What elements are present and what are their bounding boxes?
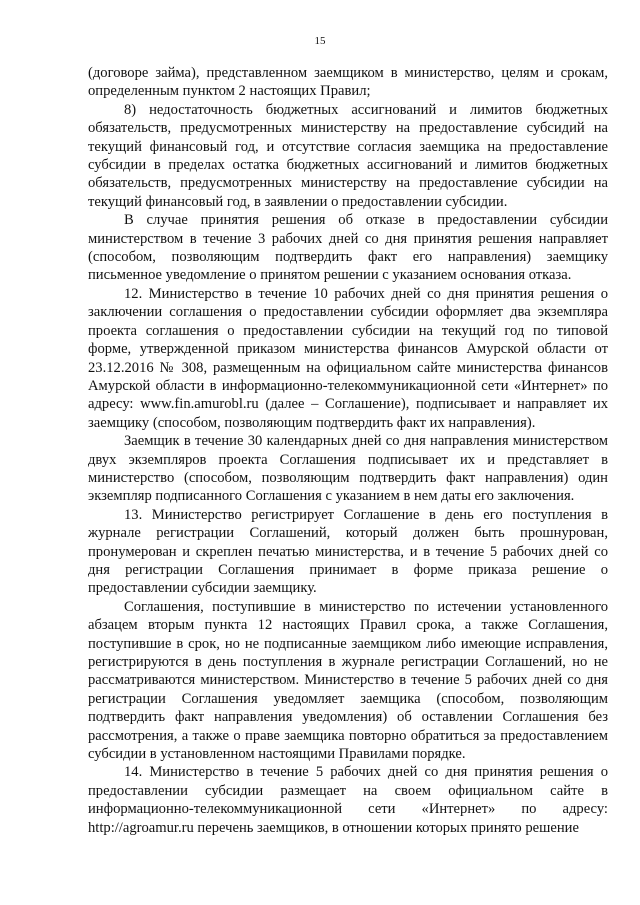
page-number: 15 [314,35,326,47]
paragraph-borrower-signing: Заемщик в течение 30 календарных дней со дня направления министерством двух экземпляров проекта Соглашения подписывает их и представляет в министерство (способом, позволяющим подтвердить факт направления) один экземпляр подписанного Соглашения с указанием в нем даты его заключения. [88,433,608,505]
paragraph-item-14-publication: 14. Министерство в течение 5 рабочих дней со дня принятия решения о предоставлении субсидии размещает на своем официальном сайте в информационно-телекоммуникационной сети «Интернет» по адресу: http://agroamur.ru перечень заемщиков, в отношении которых принято решение [88,764,608,836]
paragraph-item-12-agreement-preparation: 12. Министерство в течение 10 рабочих дней со дня принятия решения о заключении соглашения о предоставлении субсидии оформляет два экземпляра проекта соглашения о предоставлении субсидии на текущий год по типовой форме, утвержденной приказом министерства финансов Амурской области от 23.12.2016 № 308, размещенным на официальном сайте министерства финансов Амурской области в информационно-телекоммуникационной сети «Интернет» по адресу: www.fin.amurobl.ru (далее – Соглашение), подписывает и направляет их заемщику (способом, позволяющим подтвердить факт их направления). [88,285,608,431]
paragraph-item-13-registration: 13. Министерство регистрирует Соглашение в день его поступления в журнале регистрации Соглашений, который должен быть прошнурован, пронумерован и скреплен печатью министерства, и в течение 5 рабочих дней со дня регистрации Соглашения принимает в форме приказа решение о предоставлении субсидии заемщику. [88,506,608,597]
paragraph-late-agreements: Соглашения, поступившие в министерство по истечении установленного абзацем вторым пункта 12 настоящих Правил срока, а также Соглашения, поступившие в срок, но не подписанные заемщиком либо имеющие исправления, регистрируются в день поступления в журнале регистрации Соглашений, но не рассматриваются министерством. Министерство в течение 5 рабочих дней со дня регистрации Соглашения уведомляет заемщика (способом, позволяющим подтвердить факт направления уведомления) об оставлении Соглашения без рассмотрения, а также о праве заемщика повторно обратиться за предоставлением субсидии в установленном настоящими Правилами порядке. [88,598,608,763]
paragraph-refusal-notification: В случае принятия решения об отказе в предоставлении субсидии министерством в течение 3 рабочих дней со дня принятия решения направляет (способом, позволяющим подтвердить факт его направления) заемщику письменное уведомление о принятом решении с указанием основания отказа. [88,212,608,284]
paragraph-item-8-insufficient-budget: 8) недостаточность бюджетных ассигнований и лимитов бюджетных обязательств, предусмотренных министерству на предоставление субсидий на текущий финансовый год, и отсутствие согласия заемщика на предоставление субсидии в пределах остатка бюджетных ассигнований и лимитов бюджетных обязательств, предусмотренных министерству на предоставление субсидии на текущий финансовый год, в заявлении о предоставлении субсидии. [88,101,608,210]
paragraph-loan-agreement-continuation: (договоре займа), представленном заемщиком в министерство, целям и срокам, определенным пунктом 2 настоящих Правил; [88,65,608,100]
document-body [88,64,608,837]
